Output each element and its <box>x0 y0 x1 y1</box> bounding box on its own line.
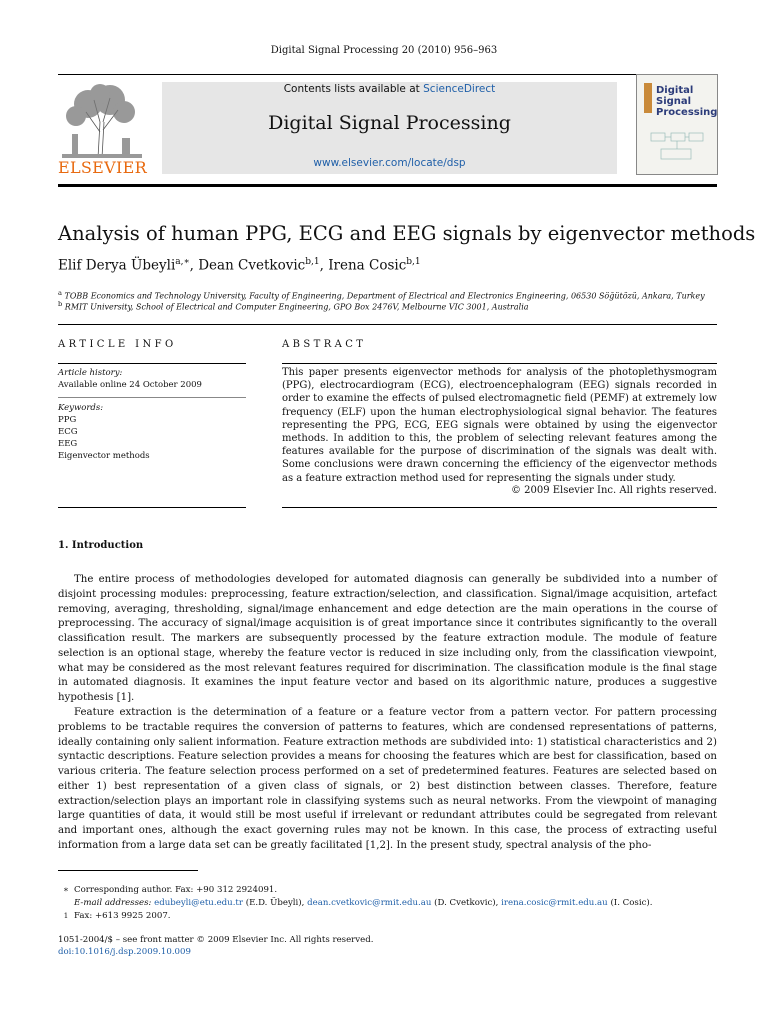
keyword: EEG <box>58 439 78 449</box>
keywords-block <box>58 402 150 462</box>
footnote-text: Fax: +613 9925 2007. <box>74 911 171 921</box>
intro-heading: 1. Introduction <box>58 540 144 551</box>
contents-prefix: Contents lists available at <box>283 83 424 95</box>
cover-line: Digital <box>656 85 694 96</box>
abstract-text: This paper presents eigenvector methods for analysis of the photoplethysmogram (PPG), electrocardiogram (ECG), electroencephalogram (EEG) signals recorded in order to examine the effects of pulsed electromagnetic field (PEMF) at extremely low frequency (ELF) upon the human electrophysiological signal behavior. The features representing the PPG, ECG, EEG signals were obtained by using the eigenvector methods. In addition to this, the problem of selecting relevant features among the features available for the purpose of discrimination of the signals was dealt with. Some conclusions were drawn concerning the efficiency of the eigenvector methods as a feature extraction method used for representing the signals under study. <box>282 367 717 484</box>
contents-available <box>162 83 617 95</box>
email-label: E-mail addresses: <box>74 898 152 908</box>
footnote-text: Corresponding author. Fax: +90 312 2924091. <box>74 885 278 895</box>
journal-cover <box>636 74 718 175</box>
journal-banner <box>162 82 617 174</box>
keyword: ECG <box>58 427 78 437</box>
journal-url-link[interactable]: www.elsevier.com/locate/dsp <box>313 157 466 169</box>
footnote-fax <box>58 910 171 923</box>
abstract-copyright: © 2009 Elsevier Inc. All rights reserved. <box>510 485 717 496</box>
abstract-heading: ABSTRACT <box>282 339 367 350</box>
article-history <box>58 367 202 391</box>
keyword: Eigenvector methods <box>58 451 150 461</box>
author-affil-mark: b,1 <box>406 257 421 267</box>
keyword: PPG <box>58 415 77 425</box>
cover-stripe <box>644 83 652 113</box>
email-link[interactable]: irena.cosic@rmit.edu.au <box>501 898 608 908</box>
keywords-label: Keywords: <box>58 403 104 413</box>
front-matter-line: 1051-2004/$ – see front matter © 2009 Elsevier Inc. All rights reserved. <box>58 935 374 945</box>
journal-title: Digital Signal Processing <box>268 112 511 134</box>
header-rule <box>58 74 717 75</box>
intro-paragraph-2: Feature extraction is the determination of a feature or a feature vector from a pattern vector. For pattern processing problems to be tractable requires the conversion of patterns to features, which are condensed representations of patterns, ideally containing only salient information. Feature extraction methods are subdivided into: 1) statistical characteristics and 2) syntactic descriptions. Feature selection provides a means for choosing the features which are best for classification, based on various criteria. The feature selection process performed on a set of predetermined features. Features are selected based on either 1) best representation of a given class of signals, or 2) best distinction between classes. Therefore, feature extraction/selection plays an important role in classifying systems such as neural networks. From the viewpoint of managing large quantities of data, it would still be most useful if irrelevant or redundant attributes could be segregated from relevant and important ones, although the exact governing rules may not be known. In this case, the process of extracting useful information from a large data set can be greatly facilitated [1,2]. In the present study, spectral analysis of the pho- <box>58 707 717 851</box>
email-owner: (D. Cvetkovic), <box>431 898 502 908</box>
footnote-mark: 1 <box>63 912 69 920</box>
author-name: , Dean Cvetkovic <box>189 257 306 274</box>
footnote-corresponding <box>58 884 277 897</box>
cover-line: Signal <box>656 96 692 107</box>
affil-mark: a <box>58 289 62 297</box>
banner-bottom-rule <box>58 184 717 187</box>
cover-diagram-icon <box>647 127 707 167</box>
section-rule <box>58 324 717 325</box>
publisher-wordmark: ELSEVIER <box>58 158 147 177</box>
abstract-rule <box>282 363 717 364</box>
article-info-bottom-rule <box>58 507 246 508</box>
footnote-emails <box>74 897 652 910</box>
running-head: Digital Signal Processing 20 (2010) 956–963 <box>270 45 498 56</box>
abstract-bottom-rule <box>282 507 717 508</box>
cover-title <box>656 85 717 118</box>
email-link[interactable]: dean.cvetkovic@rmit.edu.au <box>307 898 432 908</box>
intro-paragraph-1: The entire process of methodologies developed for automated diagnosis can generally be subdivided into a number of disjoint processing modules: preprocessing, feature extraction/selection, and classification. Signal/image acquisition, artefact removing, averaging, thresholding, signal/image enhancement and edge detection are the main operations in the course of preprocessing. The accuracy of signal/image acquisition is of great importance since it contributes significantly to the overall classification result. The markers are subsequently processed by the feature extraction module. The module of feature selection is an optional stage, whereby the feature vector is reduced in size including only, from the classification viewpoint, what may be considered as the most relevant features required for discrimination. The classification module is the final stage in automated diagnosis. It examines the input feature vector and based on its algorithmic nature, produces a suggestive hypothesis [1]. <box>58 574 717 703</box>
affiliation-a <box>58 289 705 301</box>
author-list <box>58 257 421 274</box>
affil-text: TOBB Economics and Technology University, Faculty of Engineering, Department of Electrical and Electronics Engineering, 06530 Söğütözü, Ankara, Turkey <box>61 291 705 301</box>
affil-text: RMIT University, School of Electrical and Computer Engineering, GPO Box 2476V, Melbourne VIC 3001, Australia <box>62 302 529 312</box>
article-info-rule <box>58 363 246 364</box>
author-affil-mark: b,1 <box>305 257 320 267</box>
author-affil-mark: a,∗ <box>175 257 190 267</box>
email-owner: (E.D. Übeyli), <box>242 898 308 908</box>
affil-mark: b <box>58 300 63 308</box>
author-name: Elif Derya Übeyli <box>58 257 176 274</box>
author-name: , Irena Cosic <box>319 257 407 274</box>
paper-title: Analysis of human PPG, ECG and EEG signals by eigenvector methods <box>58 222 756 245</box>
history-divider <box>58 397 246 398</box>
cover-line: Processing <box>656 107 718 118</box>
footnote-mark: ∗ <box>63 885 69 895</box>
sciencedirect-link[interactable]: ScienceDirect <box>423 83 496 95</box>
article-info-heading: ARTICLE INFO <box>58 339 177 350</box>
email-owner: (I. Cosic). <box>607 898 653 908</box>
email-link[interactable]: edubeyli@etu.edu.tr <box>154 898 243 908</box>
history-value: Available online 24 October 2009 <box>58 380 202 390</box>
footnote-rule <box>58 870 198 871</box>
affiliation-b <box>58 300 529 312</box>
history-label: Article history: <box>58 368 123 378</box>
doi-link[interactable]: doi:10.1016/j.dsp.2009.10.009 <box>58 947 191 957</box>
